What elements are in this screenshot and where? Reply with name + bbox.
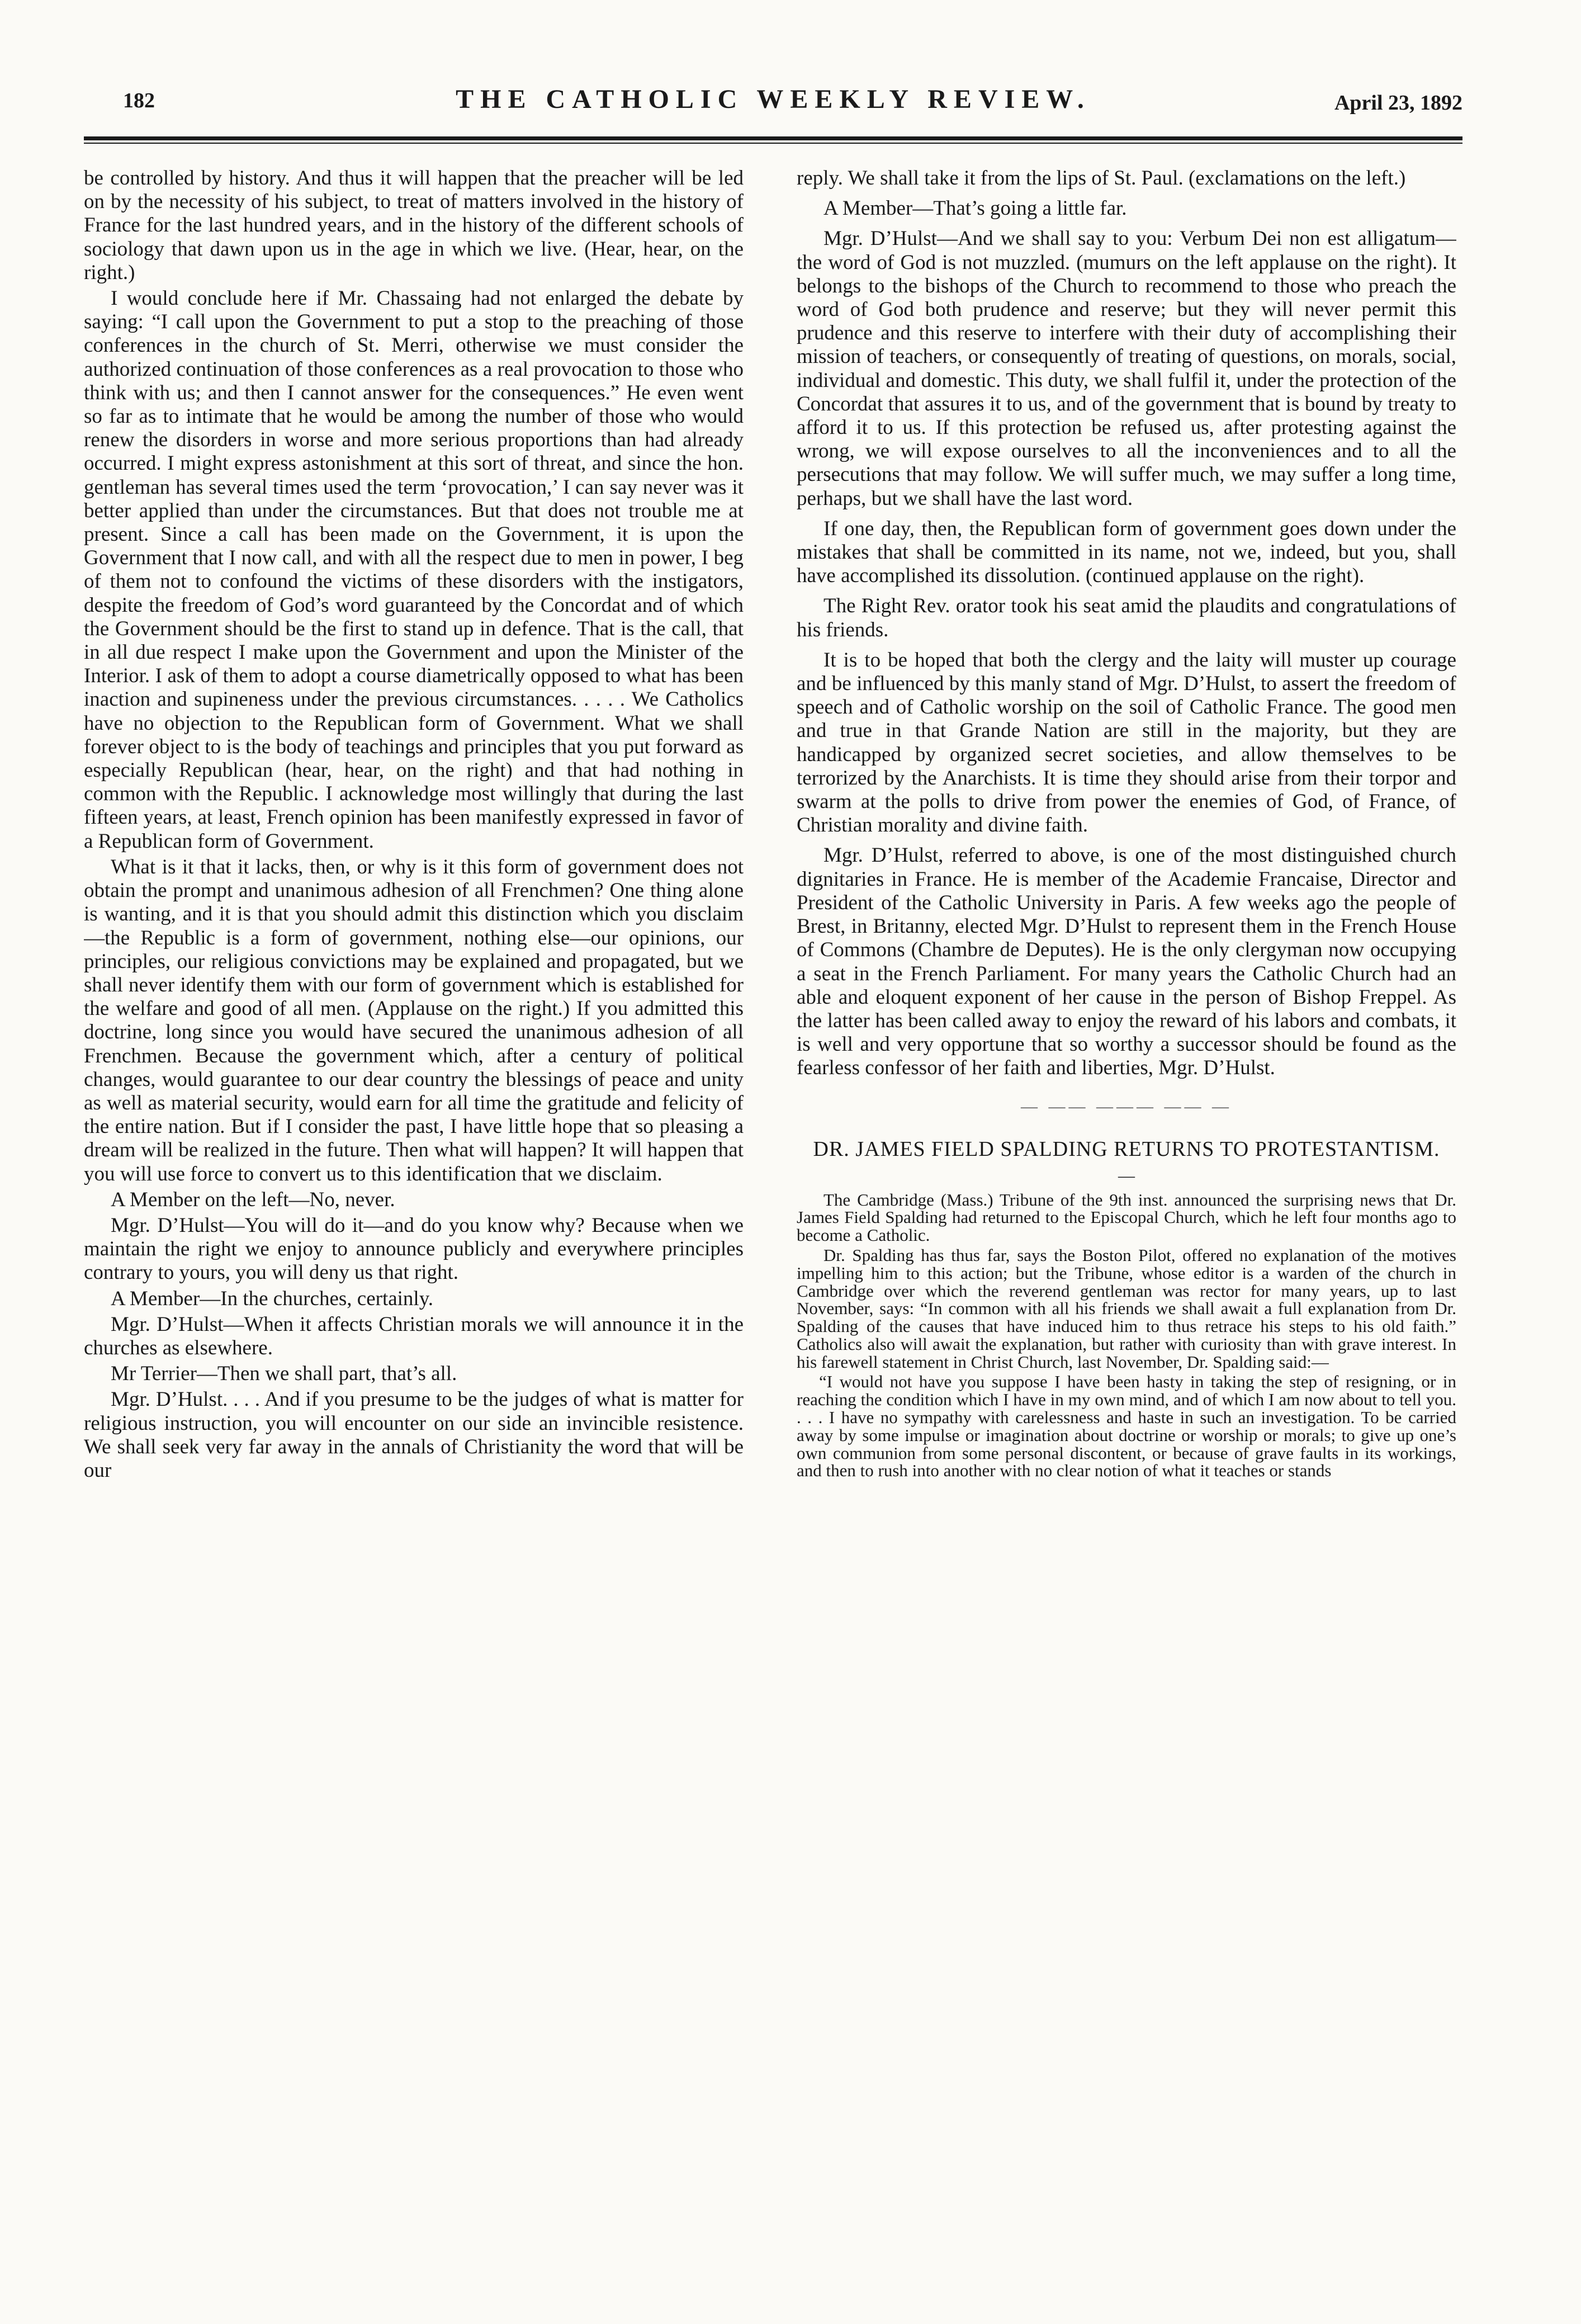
paragraph: reply. We shall take it from the lips of St. Paul. (exclamations on the left.) xyxy=(797,167,1406,190)
paragraph: A Member—In the churches, certainly. xyxy=(111,1287,434,1310)
paragraph: be controlled by history. And thus it will happen that the preacher will be led on by the necessity of his subject, to treat of matters involved in the history of France for the last hundred years, and in the history of the different schools of sociology that dawn upon us in the age in which we live. (Hear, hear, on the right.) xyxy=(84,167,744,284)
issue-date: April 23, 1892 xyxy=(1334,91,1462,115)
paragraph: Dr. Spalding has thus far, says the Boston Pilot, offered no explanation of the motives impelling him to this action; but the Tribune, whose editor is a warden of the church in Cambridge over which the reverend gentleman was rector for many years, up to last November, says: “In common with all his friends we shall await a full explanation from Dr. Spalding of the causes that have induced him to thus retrace his steps to his old faith.” Catholics also will await the explanation, but rather with curiosity than with grave interest. In his farewell statement in Christ Church, last November, Dr. Spalding said:— xyxy=(797,1245,1456,1372)
paragraph: The Cambridge (Mass.) Tribune of the 9th inst. announced the surprising news that Dr. James Field Spalding had returned to the Episcopal Church, which he left four months ago to become a Catholic. xyxy=(797,1189,1456,1245)
section-divider: — —— ——— —— — xyxy=(1021,1097,1232,1116)
paragraph: A Member on the left—No, never. xyxy=(111,1188,395,1211)
paragraph: It is to be hoped that both the clergy and the laity will muster up courage and be influenced by this manly stand of Mgr. D’Hulst, to assert the freedom of speech and of Catholic worship on the soil of Catholic France. The good men and true in that Grande Nation are still in the majority, but they are handicapped by organized secret societies, and allow themselves to be terrorized by the Anarchists. It is time they should arise from their torpor and swarm at the polls to drive from power the enemies of God, of France, of Christian morality and divine faith. xyxy=(797,648,1456,837)
article-body xyxy=(797,1191,1456,1480)
paragraph: Mgr. D’Hulst—And we shall say to you: Verbum Dei non est alligatum—the word of God is not muzzled. (mumurs on the left applause on the right). It belongs to the bishops of the Church to recommend to those who preach the word of God both prudence and reserve; but they will never permit this prudence and this reserve to interfere with their duty of accomplishing their mission of teachers, or consequently of treating of questions, on morals, social, individual and domestic. This duty, we shall fulfil it, under the protection of the Concordat that assures it to us, and of the government that is bound by treaty to afford it to us. If this protection be refused us, after protesting against the wrong, we will expose ourselves to all the inconveniences and to all the persecutions that may follow. We will suffer much, we may suffer a long time, perhaps, but we shall have the last word. xyxy=(797,227,1456,510)
paragraph: Mgr. D’Hulst, referred to above, is one of the most distinguished church dignitaries in France. He is member of the Academie Francaise, Director and President of the Catholic University in Paris. A few weeks ago the people of Brest, in Britanny, elected Mgr. D’Hulst to represent them in the French House of Commons (Chambre de Deputes). He is the only clergyman now occupying a seat in the French Parliament. For many years the Catholic Church had an able and eloquent exponent of her cause in the person of Bishop Freppel. As the latter has been called away to enjoy the reward of his labors and combats, it is well and very opportune that so worthy a successor should be found as the fearless confessor of her faith and liberties, Mgr. D’Hulst. xyxy=(797,844,1456,1080)
quote-paragraph: “I would not have you suppose I have been hasty in taking the step of resigning, or in reaching the condition which I have in my own mind, and of which I am now about to tell you. . . . I have no sympathy with carelessness and haste in such an investigation. To be carried away by some impulse or imagination about doctrine or worship or morals; to give up one’s own communion from some personal discontent, or because of grave faults in its workings, and then to rush into another with no clear notion of what it teaches or stands xyxy=(797,1372,1456,1481)
left-column xyxy=(84,167,744,2269)
paragraph: Mgr. D’Hulst. . . . And if you presume to be the judges of what is matter for religious instruction, you will encounter on our side an invincible resistence. We shall seek very far away in the annals of Christianity the word that will be our xyxy=(84,1388,744,1482)
page-number: 182 xyxy=(123,89,155,112)
page-header xyxy=(84,84,1462,129)
right-column xyxy=(797,167,1456,2269)
article-headline: DR. JAMES FIELD SPALDING RETURNS TO PROTESTANTISM. xyxy=(813,1137,1440,1161)
header-rule-thin xyxy=(84,143,1462,144)
paragraph: What is it that it lacks, then, or why is it this form of government does not obtain the prompt and unanimous adhesion of all Frenchmen? One thing alone is wanting, and it is that you should admit this distinction which you disclaim—the Republic is a form of government, nothing else—our opinions, our principles, our religious convictions may be explained and propagated, but we shall never identify them with our form of government which is established for the welfare and good of all men. (Applause on the right.) If you admitted this doctrine, long since you would have secured the unanimous adhesion of all Frenchmen. Because the government which, after a century of political changes, would guarantee to our dear country the blessings of peace and unity as well as material security, would earn for all time the gratitude and felicity of the entire nation. But if I consider the past, I have little hope that so pleasing a dream will be realized in the future. Then what will happen? It will happen that you will use force to convert us to this identification that we disclaim. xyxy=(84,855,744,1185)
paragraph: The Right Rev. orator took his seat amid the plaudits and congratulations of his friends. xyxy=(797,594,1456,641)
paragraph: If one day, then, the Republican form of government goes down under the mistakes that shall be committed in its name, not we, indeed, but you, shall have accomplished its dissolution. (continued applause on the right). xyxy=(797,517,1456,588)
publication-title: THE CATHOLIC WEEKLY REVIEW. xyxy=(456,84,1091,114)
headline-dash: — xyxy=(1118,1166,1135,1185)
paragraph: Mgr. D’Hulst—When it affects Christian morals we will announce it in the churches as elsewhere. xyxy=(84,1312,744,1359)
header-rule xyxy=(84,136,1462,140)
paragraph: I would conclude here if Mr. Chassaing had not enlarged the debate by saying: “I call upon the Government to put a stop to the preaching of those conferences in the church of St. Merri, otherwise we must consider the authorized continuation of those conferences as a real provocation to those who think with us; and then I cannot answer for the consequences.” He even went so far as to intimate that he would be among the number of those who would renew the disorders in worse and more serious proportions than had already occurred. I might express astonishment at this sort of threat, and since the hon. gentleman has several times used the term ‘provocation,’ I can say never was it better applied than under the circumstances. But that does not trouble me at present. Since a call has been made on the Government, it is upon the Government that I now call, and with all the respect due to men in power, I beg of them not to confound the victims of these disorders with the instigators, despite the freedom of God’s word guaranteed by the Concordat and of which the Government should be the first to stand up in defence. That is the call, that in all due respect I make upon the Government and upon the Minister of the Interior. I ask of them to adopt a course diametrically opposed to what has been inaction and supineness under the previous circumstances. . . . . We Catholics have no objection to the Republican form of Government. What we shall forever object to is the body of teachings and principles that you put forward as especially Republican (hear, hear, on the right) and that had nothing in common with the Republic. I acknowledge most willingly that during the last fifteen years, at least, French opinion has been manifestly expressed in favor of a Republican form of Government. xyxy=(84,287,744,853)
paragraph: A Member—That’s going a little far. xyxy=(823,197,1127,220)
paragraph: Mgr. D’Hulst—You will do it—and do you know why? Because when we maintain the right we enjoy to announce publicly and everywhere principles contrary to yours, you will deny us that right. xyxy=(84,1213,744,1284)
paragraph: Mr Terrier—Then we shall part, that’s all. xyxy=(111,1362,457,1386)
